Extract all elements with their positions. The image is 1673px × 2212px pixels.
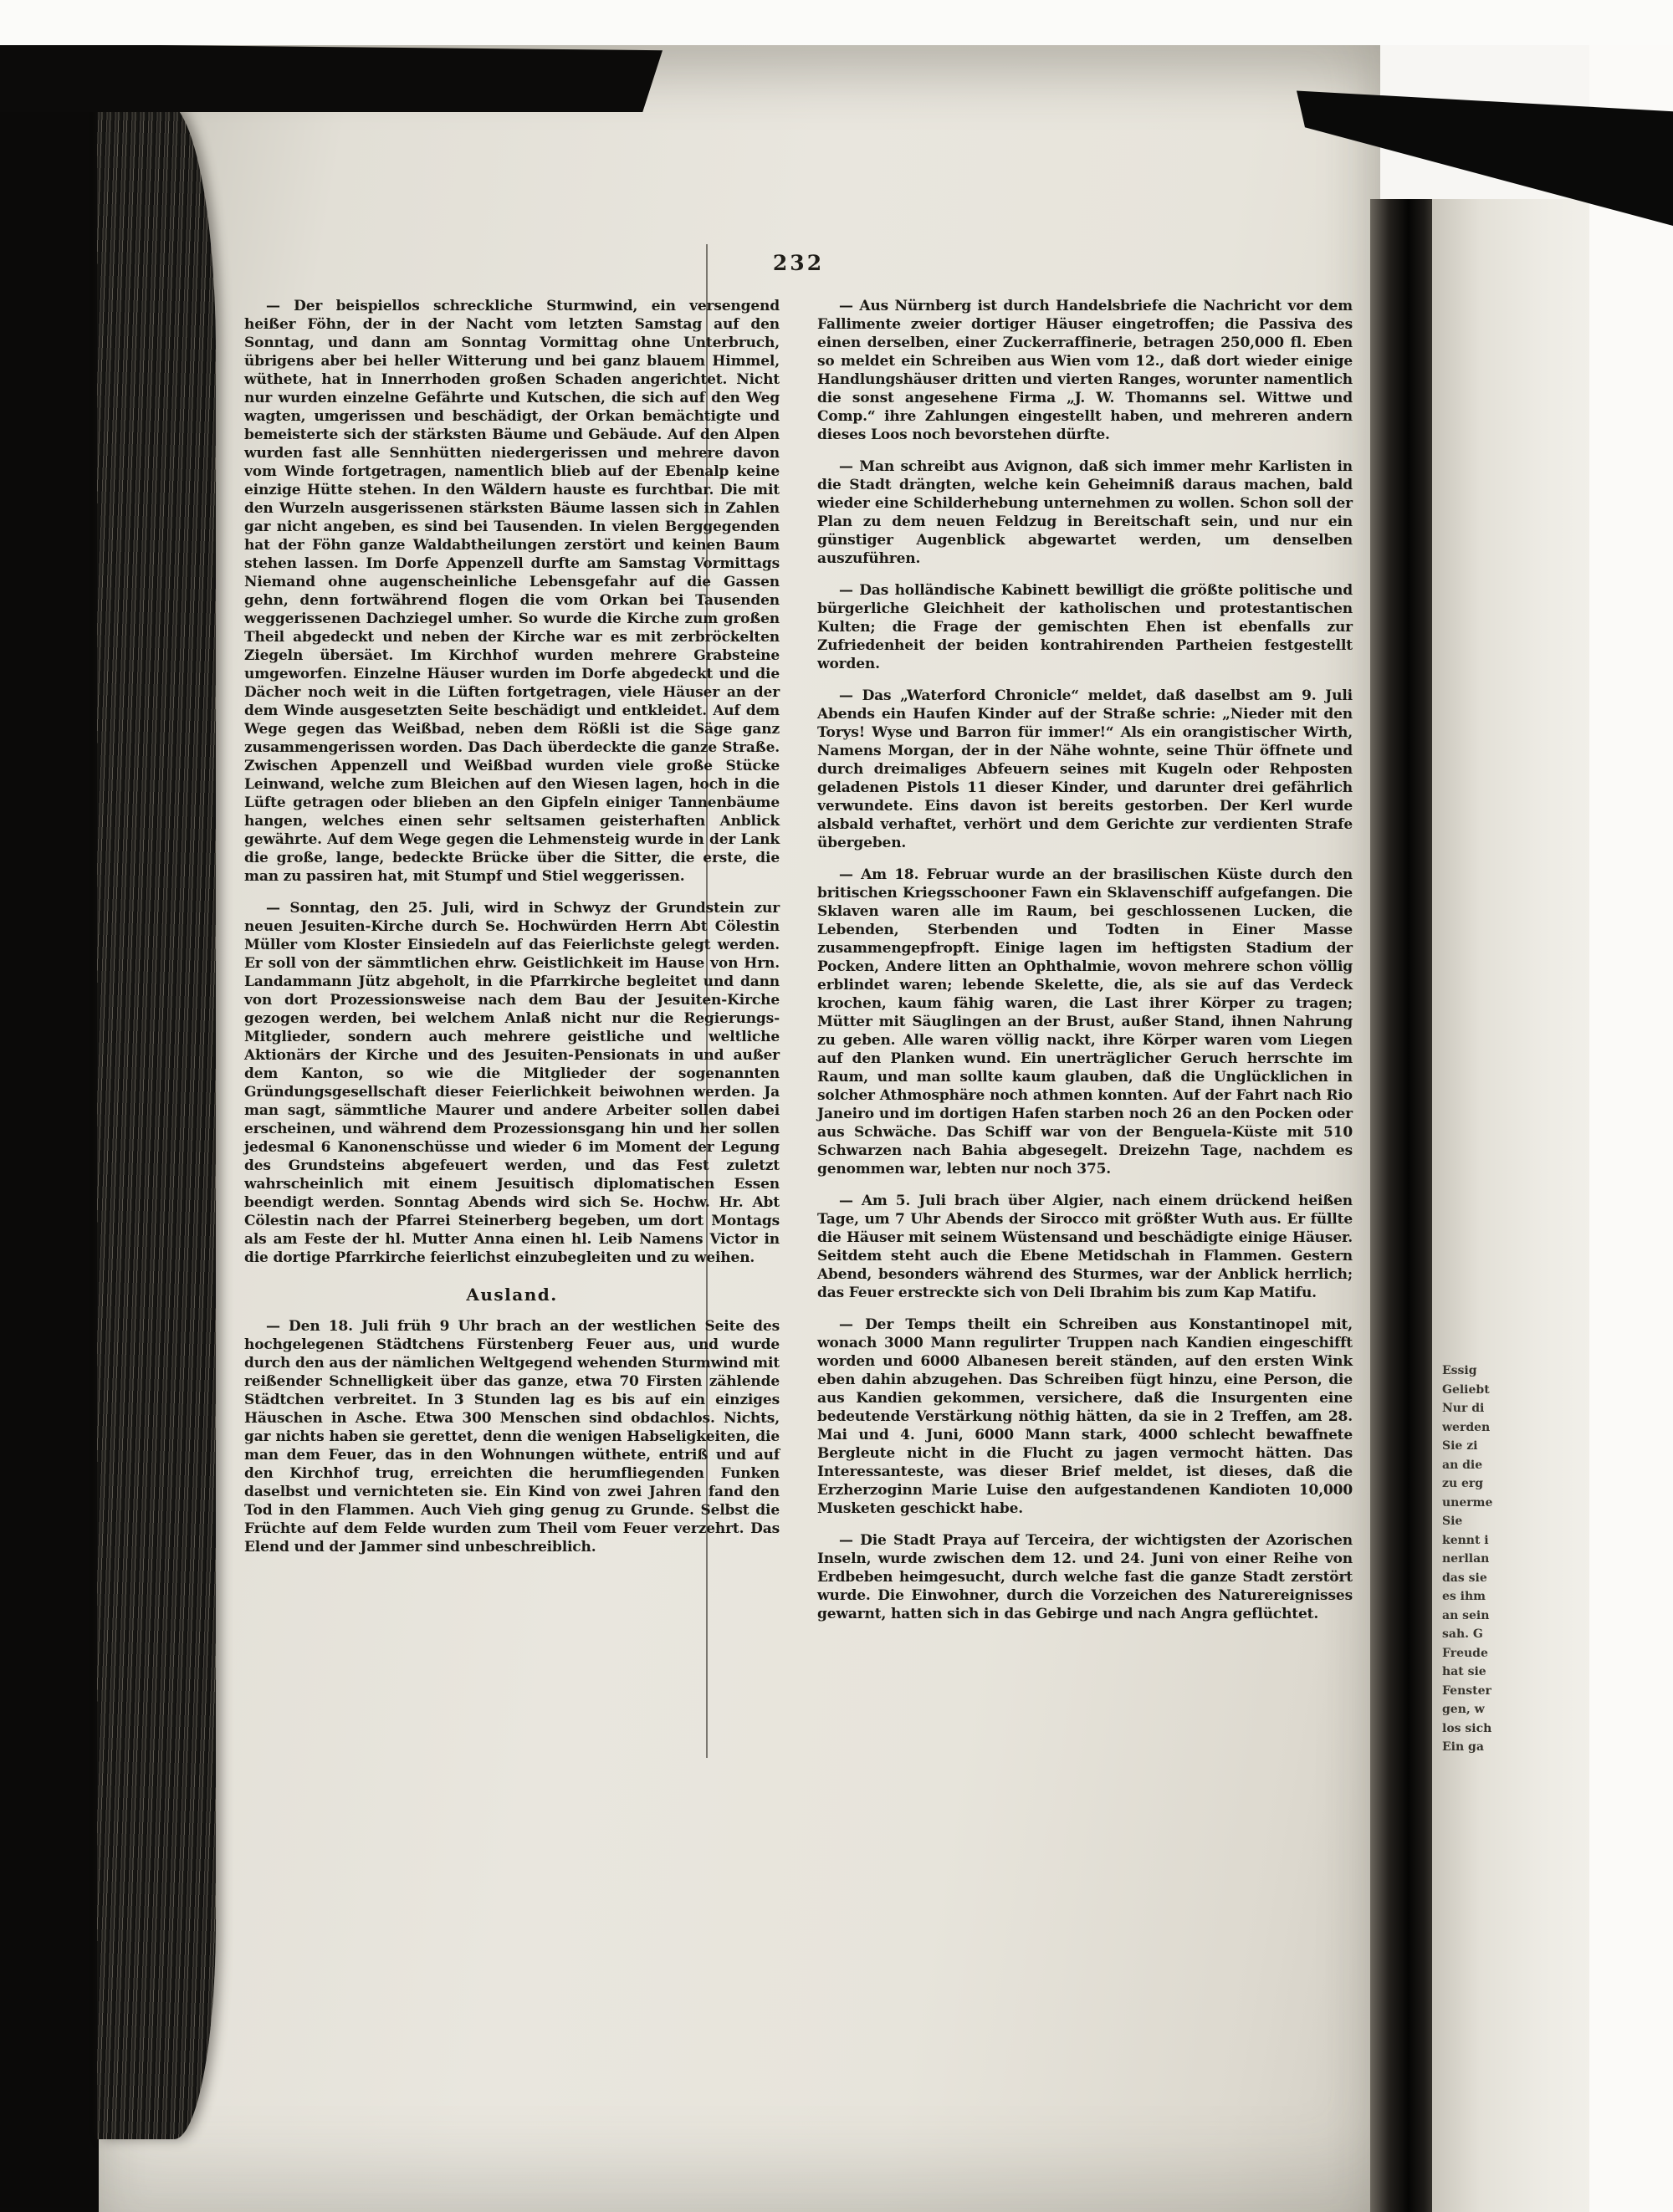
edge-text-fragment: kennt i bbox=[1442, 1533, 1489, 1547]
edge-text-fragment: Nur di bbox=[1442, 1402, 1485, 1415]
top-shadow-band bbox=[0, 43, 663, 112]
edge-text-fragment: an sein bbox=[1442, 1608, 1490, 1622]
edge-text-fragment: Ein ga bbox=[1442, 1740, 1484, 1754]
edge-text-fragment: Sie zi bbox=[1442, 1439, 1478, 1453]
text-columns bbox=[244, 297, 1353, 1637]
edge-text-fragment: das sie bbox=[1442, 1571, 1487, 1585]
edge-text-fragment: Fenster bbox=[1442, 1683, 1491, 1698]
page-number: 232 bbox=[772, 251, 825, 275]
page-gutter-shadow bbox=[1370, 199, 1434, 2212]
news-paragraph-waterford: — Das „Waterford Chronicle“ meldet, daß daselbst am 9. Juli Abends ein Haufen Kinder auf der Straße schrie: „Nieder mit den Torys! Wyse und Barron für immer!“ Als ein orangistischer Wirth, Namens Morgan, der in der Nähe wohnte, seine Thür öffnete und durch dreimaliges Abfeuern seines mit Kugeln oder Rehposten geladenen Pistols 11 dieser Kinder, und darunter drei gefährlich verwundete. Eins davon ist bereits gestorben. Der Kerl wurde alsbald verhaftet, verhört und dem Gerichte zur verdienten Strafe übergeben. bbox=[817, 687, 1353, 851]
edge-text-fragment: Sie bbox=[1442, 1515, 1463, 1528]
news-paragraph-konstantinopel: — Der Temps theilt ein Schreiben aus Konstantinopel mit, wonach 3000 Mann regulirter Truppen nach Kandien eingeschifft worden und 6000 Albanesen bereit ständen, auf den ersten Wink eben dahin abzugehen. Das Schreiben fügt hinzu, eine Person, die aus Kandien gekommen, versichere, daß die Insurgenten eine bedeutende Verstärkung nöthig hätten, da sie in 2 Treffen, am 28. Mai und 4. Juni, 6000 Mann stark, 4000 schlecht bewaffnete Bergleute nicht in die Flucht zu jagen vermocht hätten. Das Interessanteste, was dieser Brief meldet, ist dieses, daß die Erzherzoginn Marie Luise den aufgestandenen Kandioten 10,000 Musketen geschickt habe. bbox=[817, 1316, 1353, 1517]
column-gap bbox=[780, 297, 817, 1637]
news-paragraph-fuerstenberg: — Den 18. Juli früh 9 Uhr brach an der westlichen Seite des hochgelegenen Städtchens Fürstenberg Feuer aus, und wurde durch den aus der nämlichen Weltgegend wehenden Sturmwind mit reißender Schnelligkeit über das ganze, etwa 70 Firsten zählende Städtchen verbreitet. In 3 Stunden lag es bis auf ein einziges Häuschen in Asche. Etwa 300 Menschen sind obdachlos. Nichts, gar nichts haben sie gerettet, denn die wenigen Habseligkeiten, die man dem Feuer, das in den Wohnungen wüthete, entriß und auf den Kirchhof trug, erreichten die herumfliegenden Funken daselbst und vernichteten sie. Ein Kind von zwei Jahren fand den Tod in den Flammen. Auch Vieh ging genug zu Grunde. Selbst die Früchte auf dem Felde wurden zum Theil vom Feuer verzehrt. Das Elend und der Jammer sind unbeschreiblich. bbox=[244, 1318, 780, 1556]
edge-text-fragment: gen, w bbox=[1442, 1703, 1485, 1716]
book-spine-shadow bbox=[0, 43, 99, 2212]
edge-text-fragment: werden bbox=[1442, 1420, 1491, 1434]
news-paragraph-storm: — Der beispiellos schreckliche Sturmwind, ein versengend heißer Föhn, der in der Nacht vom letzten Samstag auf den Sonntag, und dann am Sonntag Vormittag ohne Unterbruch, übrigens aber bei heller Witterung und bei ganz blauem Himmel, wüthete, hat in Innerrhoden großen Schaden angerichtet. Nicht nur wurden einzelne Gefährte und Kutschen, die sich auf den Weg wagten, umgerissen und beschädigt, der Orkan bemächtigte und bemeisterte sich der stärksten Bäume und Gebäude. Auf den Alpen wurden fast alle Sennhütten niedergerissen und mehrere davon vom Winde fortgetragen, namentlich blieb auf der Ebenalp keine einzige Hütte stehen. In den Wäldern hauste es furchtbar. Die mit den Wurzeln ausgerissenen stärksten Bäume lassen sich in Zahlen gar nicht angeben, es sind bei Tausenden. In vielen Berggegenden hat der Föhn ganze Waldabtheilungen zerstört und keinen Baum stehen lassen. Im Dorfe Appenzell durfte am Samstag Vormittags Niemand ohne augenscheinliche Lebensgefahr auf die Gassen gehn, denn fortwährend flogen die vom Orkan bei Tausenden weggerissenen Dachziegel umher. So wurde die Kirche zum großen Theil abgedeckt und neben der Kirche war es mit zerbröckelten Ziegeln übersäet. Im Kirchhof wurden mehrere Grabsteine umgeworfen. Einzelne Häuser wurden im Dorfe abgedeckt und die Dächer noch weit in die Lüften fortgetragen, viele Häuser an der dem Winde ausgesetzten Seite beschädigt und entkleidet. Auf dem Wege gegen das Weißbad, neben dem Rößli ist die Säge ganz zusammengerissen worden. Das Dach überdeckte die ganze Straße. Zwischen Appenzell und Weißbad wurden viele große Stücke Leinwand, welche zum Bleichen auf den Wiesen lagen, hoch in die Lüfte getragen oder blieben an den Gipfeln einiger Tannenbäume hangen, welches einen sehr seltsamen geisterhaften Anblick gewährte. Auf dem Wege gegen die Lehmensteig wurde in der Lank die große, lange, bedeckte Brücke über die Sitter, die erste, die man zu passiren hat, mit Stumpf und Stiel weggerissen. bbox=[244, 298, 780, 885]
news-paragraph-nuernberg: — Aus Nürnberg ist durch Handelsbriefe die Nachricht vor dem Fallimente zweier dortiger Häuser eingetroffen; die Passiva des einen derselben, einer Zuckerraffinerie, betragen 250,000 fl. Eben so meldet ein Schreiben aus Wien vom 12., daß dort wieder einige Handlungshäuser dritten und vierten Ranges, worunter namentlich die sonst angesehene Firma „J. W. Thomanns sel. Wittwe und Comp.“ ihre Zahlungen eingestellt haben, und mehreren andern dieses Loos noch bevorstehen dürfte. bbox=[817, 298, 1353, 443]
edge-text-fragment: hat sie bbox=[1442, 1665, 1486, 1678]
facing-page-edge bbox=[1432, 199, 1591, 2212]
edge-text-fragment: los sich bbox=[1442, 1721, 1492, 1735]
edge-text-fragment: zu erg bbox=[1442, 1477, 1484, 1490]
facing-page-text-fragments bbox=[1442, 1361, 1589, 1757]
edge-text-fragment: unerme bbox=[1442, 1495, 1493, 1510]
news-paragraph-schwyz: — Sonntag, den 25. Juli, wird in Schwyz der Grundstein zur neuen Jesuiten-Kirche durch Se. Hochwürden Herrn Abt Cölestin Müller vom Kloster Einsiedeln auf das Feierlichste gelegt werden. Er soll von der sämmtlichen ehrw. Geistlichkeit im Hause von Hrn. Landammann Jütz abgeholt, in die Pfarrkirche begleitet und dann von dort Prozessionsweise nach dem Bau der Jesuiten-Kirche gezogen werden, bei welchem Anlaß nicht nur die Regierungs-Mitglieder, sondern auch mehrere geistliche und weltliche Aktionärs der Kirche und des Jesuiten-Pensionats in und außer dem Kanton, so wie die Mitglieder der sogenannten Gründungsgesellschaft dieser Feierlichkeit beiwohnen werden. Ja man sagt, sämmtliche Maurer und andere Arbeiter sollen dabei erscheinen, und während dem Prozessionsgang hin und her sollen jedesmal 6 Kanonenschüsse und wieder 6 im Moment der Legung des Grundsteins abgefeuert werden, und das Fest zuletzt wahrscheinlich mit einem Jesuitisch diplomatischen Essen beendigt werden. Sonntag Abends wird sich Se. Hochw. Hr. Abt Cölestin nach der Pfarrei Steinerberg begeben, um dort Montags als am Feste der hl. Mutter Anna einen hl. Leib Namens Victor in die dortige Pfarrkirche feierlichst einzubegleiten und zu weihen. bbox=[244, 900, 780, 1266]
news-paragraph-holland: — Das holländische Kabinett bewilligt die größte politische und bürgerliche Gleichheit der katholischen und protestantischen Kulten; die Frage der gemischten Ehen ist ebenfalls zur Zufriedenheit der beiden kontrahirenden Partheien festgestellt worden. bbox=[817, 582, 1353, 672]
edge-text-fragment: sah. G bbox=[1442, 1627, 1483, 1641]
page-content bbox=[244, 251, 1353, 1637]
right-margin bbox=[1589, 0, 1673, 2212]
top-margin bbox=[0, 0, 1673, 45]
left-column bbox=[244, 297, 780, 1637]
edge-text-fragment: Essig bbox=[1442, 1364, 1477, 1377]
news-paragraph-praya: — Die Stadt Praya auf Terceira, der wichtigsten der Azorischen Inseln, wurde zwischen dem 12. und 24. Juni von einer Reihe von Erdbeben heimgesucht, durch welche fast die ganze Stadt zerstört wurde. Die Einwohner, durch die Vorzeichen des Naturereignisses gewarnt, hatten sich in das Gebirge und nach Angra geflüchtet. bbox=[817, 1532, 1353, 1622]
edge-text-fragment: nerllan bbox=[1442, 1552, 1490, 1566]
edge-text-fragment: Freude bbox=[1442, 1646, 1488, 1660]
edge-text-fragment: Geliebt bbox=[1442, 1382, 1490, 1397]
news-paragraph-slaveship: — Am 18. Februar wurde an der brasilischen Küste durch den britischen Kriegsschooner Fawn ein Sklavenschiff aufgefangen. Die Sklaven waren alle im Raum, bei geschlossenen Lucken, die Lebenden, Sterbenden und Todten in Einer Masse zusammengepfropft. Einige lagen im heftigsten Stadium der Pocken, Andere litten an Ophthalmie, wovon mehrere schon völlig erblindet waren; lebende Skelette, die, als sie auf das Verdeck krochen, kaum fähig waren, die Last ihrer Körper zu tragen; Mütter mit Säuglingen an der Brust, außer Stand, ihnen Nahrung zu geben. Alle waren völlig nackt, ihre Körper waren vom Liegen auf den Planken wund. Ein unerträglicher Geruch herrschte im Raum, und man sollte kaum glauben, daß die Unglücklichen in solcher Athmosphäre noch athmen konnten. Auf der Fahrt nach Rio Janeiro und im dortigen Hafen starben noch 26 an den Pocken oder aus Schwäche. Das Schiff war von der Benguela-Küste mit 510 Schwarzen nach Bahia abgesegelt. Dreizehn Tage, nachdem es genommen war, lebten nur noch 375. bbox=[817, 866, 1353, 1178]
section-heading-ausland: Ausland. bbox=[466, 1285, 558, 1305]
edge-text-fragment: an die bbox=[1442, 1458, 1483, 1472]
edge-text-fragment: es ihm bbox=[1442, 1590, 1486, 1603]
news-paragraph-algier: — Am 5. Juli brach über Algier, nach einem drückend heißen Tage, um 7 Uhr Abends der Sirocco mit größter Wuth aus. Er füllte die Häuser mit seinem Wüstensand und beschädigte einige Häuser. Seitdem steht auch die Ebene Metidschah in Flammen. Gestern Abend, besonders während des Sturmes, war der Anblick herrlich; das Feuer erstreckte sich von Deli Ibrahim bis zum Kap Matifu. bbox=[817, 1193, 1353, 1301]
right-column bbox=[817, 297, 1353, 1637]
book-page-edges bbox=[97, 102, 216, 2139]
news-paragraph-avignon: — Man schreibt aus Avignon, daß sich immer mehr Karlisten in die Stadt drängten, welche kein Geheimniß daraus machen, bald wieder eine Schilderhebung unternehmen zu wollen. Schon soll der Plan zu dem neuen Feldzug in Bereitschaft sein, und nur ein günstiger Augenblick abgewartet werden, um denselben auszuführen. bbox=[817, 458, 1353, 567]
